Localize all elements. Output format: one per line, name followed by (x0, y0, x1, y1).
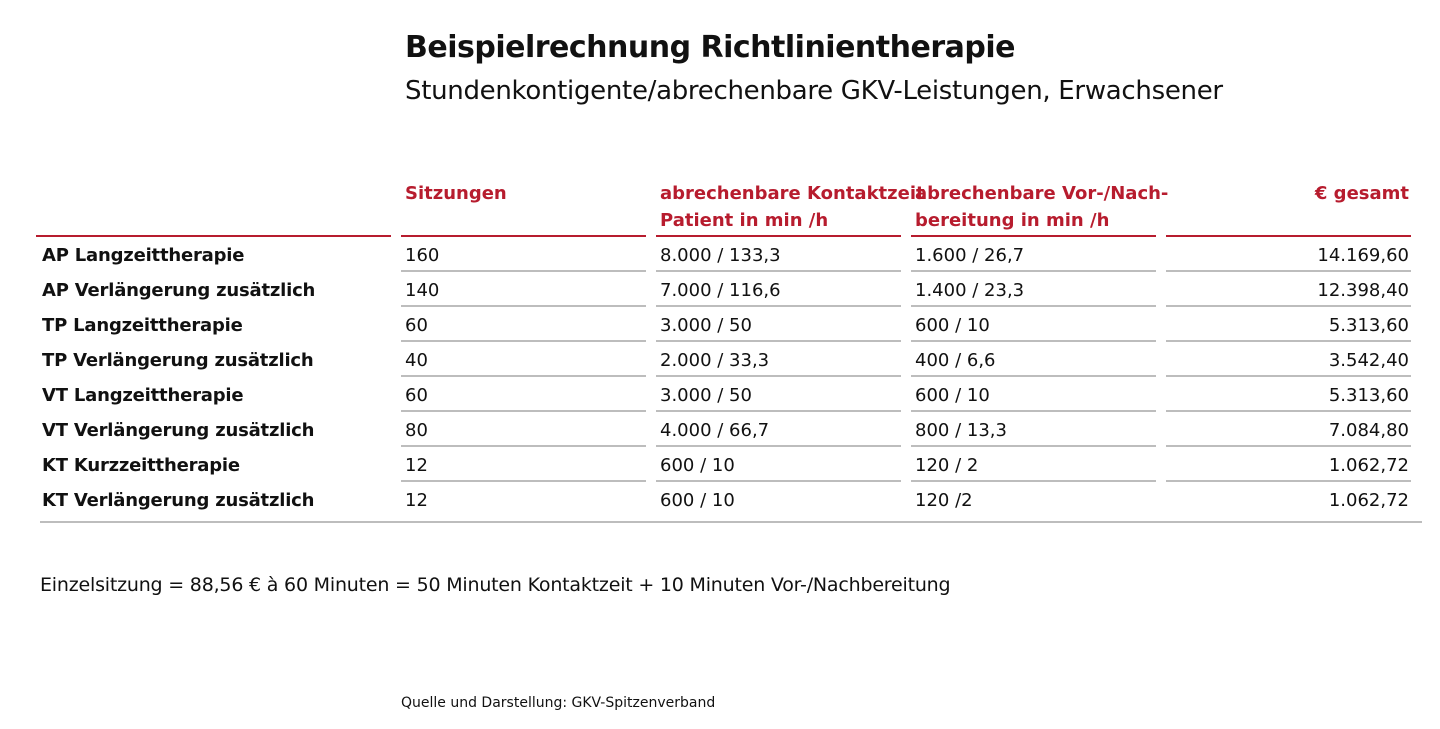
row-label: VT Verlängerung zusätzlich (42, 420, 315, 441)
table-row (0, 342, 1440, 377)
row-gesamt: 5.313,60 (1328, 385, 1409, 406)
row-vor-nachbereitung: 600 / 10 (915, 385, 990, 406)
table-row (0, 237, 1440, 272)
row-vor-nachbereitung: 120 /2 (915, 490, 973, 511)
row-sitzungen: 12 (405, 455, 428, 476)
table-row (0, 377, 1440, 412)
page-subtitle: Stundenkontigente/abrechenbare GKV-Leistungen, Erwachsener (405, 76, 1223, 106)
row-sitzungen: 140 (405, 280, 440, 301)
row-sitzungen: 160 (405, 245, 440, 266)
table-row (0, 482, 1440, 517)
table-bottom-rule (40, 521, 1422, 523)
row-label: TP Langzeittherapie (42, 315, 243, 336)
row-kontaktzeit: 2.000 / 33,3 (660, 350, 770, 371)
header-kontaktzeit (660, 180, 925, 234)
row-label: TP Verlängerung zusätzlich (42, 350, 314, 371)
header-vor-line1: abrechenbare Vor-/Nach- (915, 183, 1169, 204)
row-label: AP Langzeittherapie (42, 245, 245, 266)
row-kontaktzeit: 600 / 10 (660, 490, 735, 511)
source-credit: Quelle und Darstellung: GKV-Spitzenverband (401, 695, 716, 711)
row-sitzungen: 40 (405, 350, 428, 371)
table-row (0, 412, 1440, 447)
row-sitzungen: 80 (405, 420, 428, 441)
row-gesamt: 1.062,72 (1328, 490, 1409, 511)
header-gesamt: € gesamt (1314, 183, 1409, 204)
table-row (0, 272, 1440, 307)
row-sitzungen: 60 (405, 385, 428, 406)
table-row (0, 307, 1440, 342)
row-gesamt: 12.398,40 (1317, 280, 1409, 301)
header-vor-nachbereitung (915, 180, 1168, 234)
row-kontaktzeit: 4.000 / 66,7 (660, 420, 770, 441)
row-kontaktzeit: 7.000 / 116,6 (660, 280, 781, 301)
header-kontaktzeit-line2: Patient in min /h (660, 210, 829, 231)
header-kontaktzeit-line1: abrechenbare Kontaktzeit (660, 183, 925, 204)
row-label: KT Kurzzeittherapie (42, 455, 240, 476)
row-vor-nachbereitung: 120 / 2 (915, 455, 979, 476)
row-kontaktzeit: 8.000 / 133,3 (660, 245, 781, 266)
row-kontaktzeit: 3.000 / 50 (660, 315, 752, 336)
row-vor-nachbereitung: 1.600 / 26,7 (915, 245, 1025, 266)
footnote: Einzelsitzung = 88,56 € à 60 Minuten = 50 Minuten Kontaktzeit + 10 Minuten Vor-/Nachbereitung (40, 574, 951, 596)
row-vor-nachbereitung: 800 / 13,3 (915, 420, 1007, 441)
row-gesamt: 3.542,40 (1328, 350, 1409, 371)
row-gesamt: 5.313,60 (1328, 315, 1409, 336)
row-gesamt: 7.084,80 (1328, 420, 1409, 441)
row-kontaktzeit: 600 / 10 (660, 455, 735, 476)
header-sitzungen: Sitzungen (405, 183, 507, 204)
row-kontaktzeit: 3.000 / 50 (660, 385, 752, 406)
row-vor-nachbereitung: 600 / 10 (915, 315, 990, 336)
row-vor-nachbereitung: 1.400 / 23,3 (915, 280, 1025, 301)
header-vor-line2: bereitung in min /h (915, 210, 1110, 231)
row-sitzungen: 12 (405, 490, 428, 511)
row-label: KT Verlängerung zusätzlich (42, 490, 315, 511)
page-title: Beispielrechnung Richtlinientherapie (405, 30, 1015, 65)
row-gesamt: 14.169,60 (1317, 245, 1409, 266)
row-label: VT Langzeittherapie (42, 385, 244, 406)
row-label: AP Verlängerung zusätzlich (42, 280, 316, 301)
row-gesamt: 1.062,72 (1328, 455, 1409, 476)
table-row (0, 447, 1440, 482)
row-sitzungen: 60 (405, 315, 428, 336)
row-vor-nachbereitung: 400 / 6,6 (915, 350, 996, 371)
